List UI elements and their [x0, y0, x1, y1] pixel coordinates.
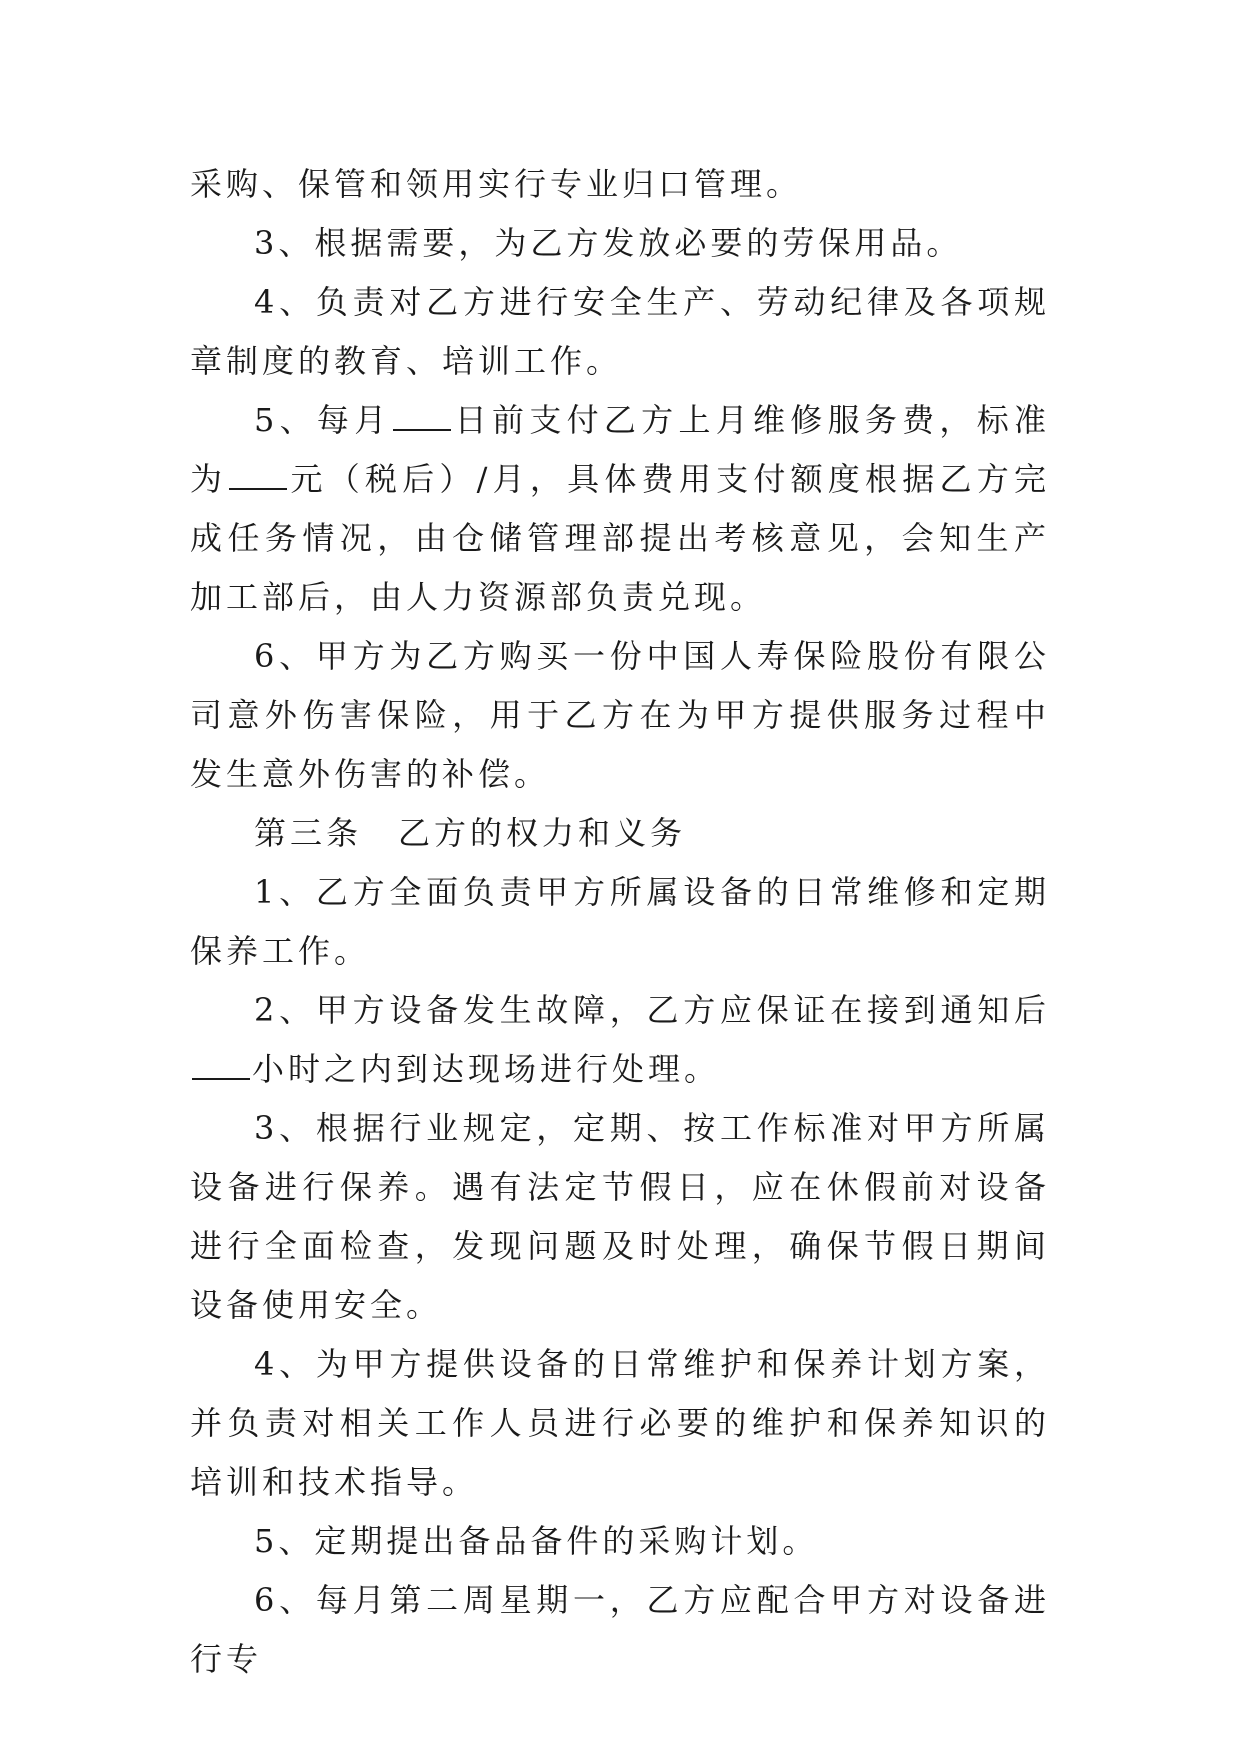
- paragraph-8: [190, 981, 1050, 1099]
- fill-blank-amount: [229, 452, 287, 490]
- paragraph-text: 采购、保管和领用实行专业归口管理。: [190, 165, 803, 203]
- paragraph-12: [190, 1571, 1050, 1689]
- paragraph-text: 1、乙方全面负责甲方所属设备的日常维修和定期保养工作。: [190, 873, 1050, 970]
- paragraph-7: [190, 863, 1050, 981]
- paragraph-10: [190, 1335, 1050, 1512]
- paragraph-2: [190, 214, 1050, 273]
- fill-blank-day: [393, 393, 451, 431]
- paragraph-text: 5、定期提出备品备件的采购计划。: [254, 1522, 819, 1560]
- section-heading: [190, 804, 1050, 863]
- fill-blank-hours: [192, 1042, 250, 1080]
- paragraph-text: 4、为甲方提供设备的日常维护和保养计划方案，并负责对相关工作人员进行必要的维护和保养知识的培训和技术指导。: [190, 1345, 1050, 1501]
- paragraph-text: 3、根据需要，为乙方发放必要的劳保用品。: [254, 224, 963, 262]
- paragraph-4: [190, 391, 1050, 627]
- paragraph-text-part-a: 5、每月: [254, 401, 392, 439]
- paragraph-1: [190, 155, 1050, 214]
- paragraph-5: [190, 627, 1050, 804]
- paragraph-text-part-b: 小时之内到达现场进行处理。: [252, 1050, 721, 1088]
- paragraph-text: 6、每月第二周星期一，乙方应配合甲方对设备进行专: [190, 1581, 1050, 1678]
- paragraph-text-part-b: 日前支付乙方上月维修服务费，标准为: [190, 401, 1050, 498]
- paragraph-text-part-a: 2、甲方设备发生故障，乙方应保证在接到通知后: [254, 991, 1050, 1029]
- document-body: [190, 155, 1050, 1689]
- paragraph-text: 6、甲方为乙方购买一份中国人寿保险股份有限公司意外伤害保险，用于乙方在为甲方提供服务过程中发生意外伤害的补偿。: [190, 637, 1050, 793]
- section-heading-text: 第三条 乙方的权力和义务: [254, 814, 687, 852]
- paragraph-text: 3、根据行业规定，定期、按工作标准对甲方所属设备进行保养。遇有法定节假日，应在休假前对设备进行全面检查，发现问题及时处理，确保节假日期间设备使用安全。: [190, 1109, 1050, 1324]
- paragraph-text-part-c: 元（税后）/月，具体费用支付额度根据乙方完成任务情况，由仓储管理部提出考核意见，会知生产加工部后，由人力资源部负责兑现。: [190, 460, 1050, 616]
- paragraph-11: [190, 1512, 1050, 1571]
- paragraph-9: [190, 1099, 1050, 1335]
- paragraph-text: 4、负责对乙方进行安全生产、劳动纪律及各项规章制度的教育、培训工作。: [190, 283, 1050, 380]
- paragraph-3: [190, 273, 1050, 391]
